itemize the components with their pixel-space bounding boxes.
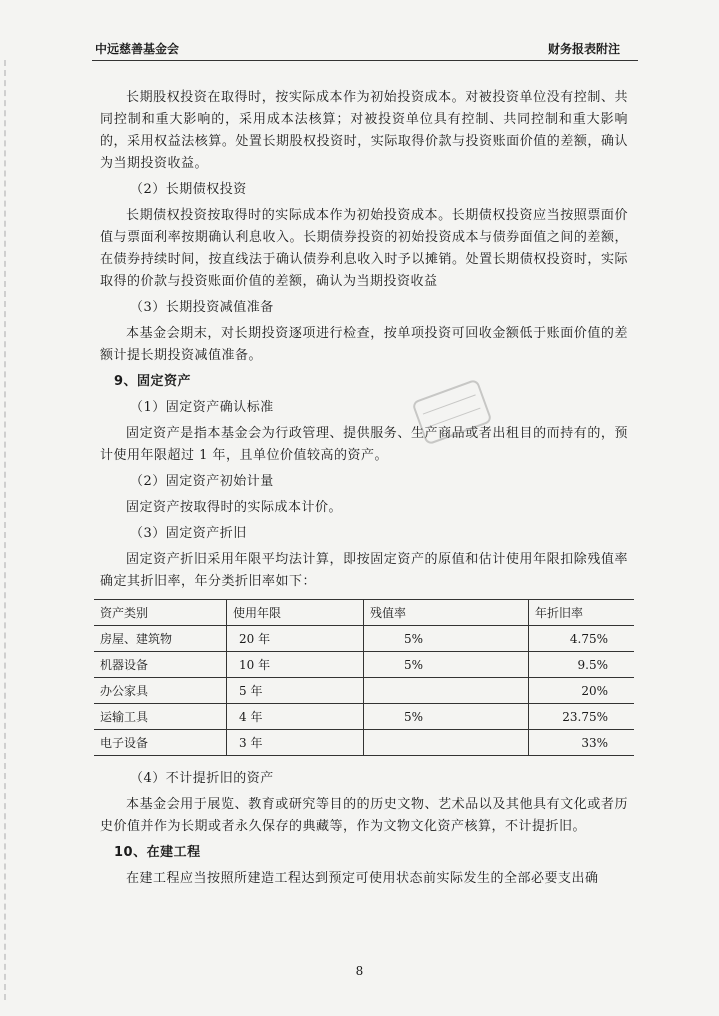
table-cell: 10 年 <box>227 652 364 678</box>
table-cell: 20% <box>529 678 635 704</box>
paragraph-recognition: 固定资产是指本基金会为行政管理、提供服务、生产商品或者出租目的而持有的，预计使用年限超过 1 年，且单位价值较高的资产。 <box>100 426 628 463</box>
paragraph-depreciation: 固定资产折旧采用年限平均法计算，即按固定资产的原值和估计使用年限扣除残值率确定其折旧率，年分类折旧率如下： <box>100 552 628 589</box>
table-cell: 5 年 <box>227 678 364 704</box>
table-cell: 运输工具 <box>94 704 227 730</box>
table-cell: 33% <box>529 730 635 756</box>
table-row <box>94 652 634 678</box>
table-cell: 4.75% <box>529 626 635 652</box>
table-header-row <box>94 600 634 626</box>
heading-recognition: （1）固定资产确认标准 <box>130 400 274 415</box>
body-content <box>100 87 628 894</box>
column-header: 使用年限 <box>227 600 364 626</box>
table-cell: 20 年 <box>227 626 364 652</box>
depreciation-table <box>94 599 634 756</box>
header-rule <box>92 60 638 61</box>
table-cell: 5% <box>364 652 529 678</box>
table-cell: 办公家具 <box>94 678 227 704</box>
table-cell: 5% <box>364 704 529 730</box>
paragraph-debt-investment: 长期债权投资按取得时的实际成本作为初始投资成本。长期债权投资应当按照票面价值与票面利率按期确认利息收入。长期债券投资的初始投资成本与债券面值之间的差额，在债券持续时间，按直线法于确认债券利息收入时予以摊销。处置长期债权投资时，实际取得的价款与投资账面价值的差额，确认为当期投资收益 <box>100 208 628 289</box>
table-cell <box>364 678 529 704</box>
column-header: 残值率 <box>364 600 529 626</box>
column-header: 资产类别 <box>94 600 227 626</box>
heading-depreciation: （3）固定资产折旧 <box>130 526 247 541</box>
table-row <box>94 730 634 756</box>
header-org-name: 中远慈善基金会 <box>95 42 180 56</box>
column-header: 年折旧率 <box>529 600 635 626</box>
table-cell: 机器设备 <box>94 652 227 678</box>
accounting-seal-stamp <box>410 370 494 454</box>
heading-debt-investment: （2）长期债权投资 <box>130 182 247 197</box>
heading-non-depreciable: （4）不计提折旧的资产 <box>130 771 274 786</box>
heading-initial-measurement: （2）固定资产初始计量 <box>130 474 274 489</box>
heading-impairment: （3）长期投资减值准备 <box>130 300 274 315</box>
table-cell: 9.5% <box>529 652 635 678</box>
table-row <box>94 626 634 652</box>
table-cell: 电子设备 <box>94 730 227 756</box>
paragraph-initial-measurement: 固定资产按取得时的实际成本计价。 <box>126 500 343 515</box>
paragraph-impairment: 本基金会期末，对长期投资逐项进行检查，按单项投资可回收金额低于账面价值的差额计提长期投资减值准备。 <box>100 326 628 363</box>
table-cell: 房屋、建筑物 <box>94 626 227 652</box>
table-cell: 5% <box>364 626 529 652</box>
section-heading-construction: 10、在建工程 <box>114 845 201 860</box>
section-heading-fixed-assets: 9、固定资产 <box>114 374 192 389</box>
header-doc-section: 财务报表附注 <box>548 42 621 56</box>
table-cell: 4 年 <box>227 704 364 730</box>
table-row <box>94 678 634 704</box>
paragraph-equity-investment: 长期股权投资在取得时，按实际成本作为初始投资成本。对被投资单位没有控制、共同控制和重大影响的，采用成本法核算；对被投资单位具有控制、共同控制和重大影响的，采用权益法核算。处置长期股权投资时，实际取得价款与投资账面价值的差额，确认为当期投资收益。 <box>100 90 628 171</box>
binding-holes <box>4 60 20 1000</box>
page-number: 8 <box>355 964 364 978</box>
paragraph-construction: 在建工程应当按照所建造工程达到预定可使用状态前实际发生的全部必要支出确 <box>126 871 599 886</box>
table-row <box>94 704 634 730</box>
table-cell <box>364 730 529 756</box>
paragraph-non-depreciable: 本基金会用于展览、教育或研究等目的的历史文物、艺术品以及其他具有文化或者历史价值并作为长期或者永久保存的典藏等，作为文物文化资产核算，不计提折旧。 <box>100 797 628 834</box>
table-cell: 3 年 <box>227 730 364 756</box>
table-cell: 23.75% <box>529 704 635 730</box>
